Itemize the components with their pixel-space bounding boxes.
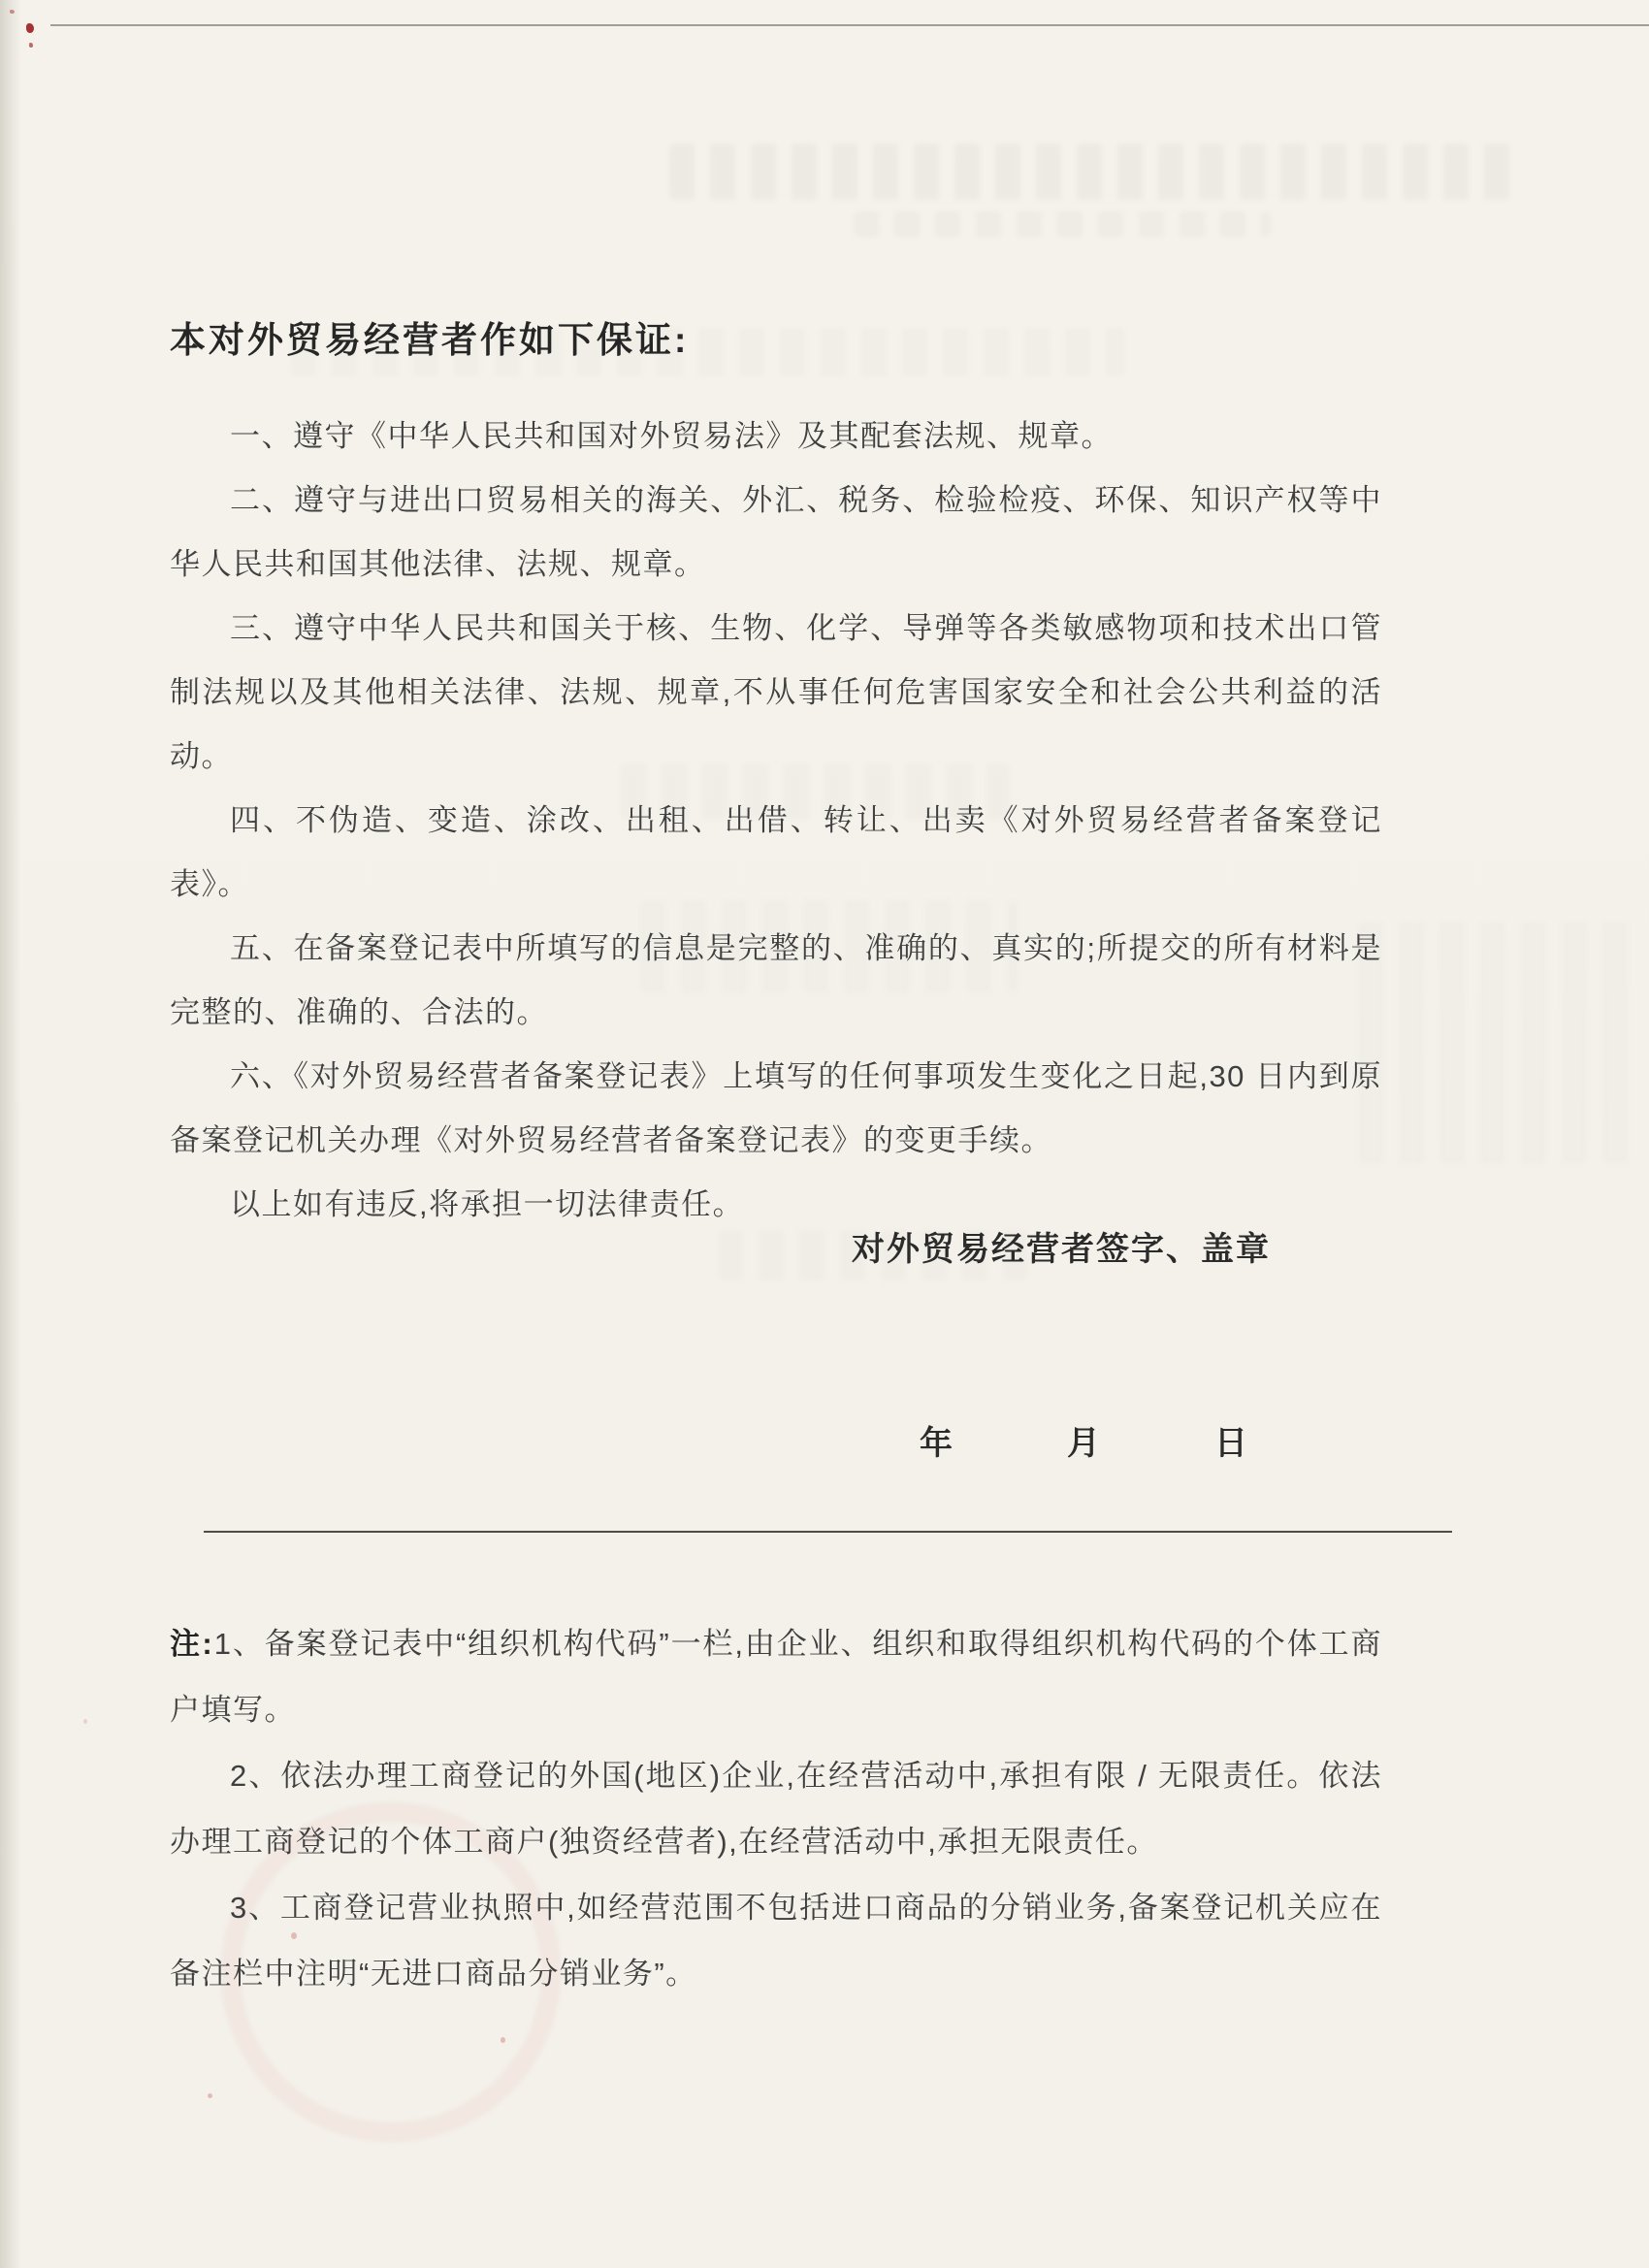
red-ink-speck [10, 10, 15, 14]
bleed-through-artifact [1358, 922, 1639, 1164]
month-label: 月 [1067, 1425, 1100, 1462]
year-label: 年 [920, 1425, 953, 1462]
pledge-item-2: 二、遵守与进出口贸易相关的海关、外汇、税务、检验检疫、环保、知识产权等中华人民共和国其他法律、法规、规章。 [170, 483, 1382, 581]
note-item-2: 2、依法办理工商登记的外国(地区)企业,在经营活动中,承担有限 / 无限责任。依法办理工商登记的个体工商户(独资经营者),在经营活动中,承担无限责任。 [170, 1759, 1382, 1859]
red-ink-speck [26, 23, 34, 33]
note-item-1 [170, 1611, 1382, 1743]
pledge-item-4: 四、不伪造、变造、涂改、出租、出借、转让、出卖《对外贸易经营者备案登记表》。 [170, 803, 1382, 901]
pledge-item-6: 六、《对外贸易经营者备案登记表》上填写的任何事项发生变化之日起,30 日内到原备案登记机关办理《对外贸易经营者备案登记表》的变更手续。 [170, 1059, 1382, 1157]
pledge-item-3: 三、遵守中华人民共和国关于核、生物、化学、导弹等各类敏感物项和技术出口管制法规以及其他相关法律、法规、规章,不从事任何危害国家安全和社会公共利益的活动。 [170, 611, 1382, 773]
pledge-item-5: 五、在备案登记表中所填写的信息是完整的、准确的、真实的;所提交的所有材料是完整的、准确的、合法的。 [170, 931, 1382, 1029]
date-line [920, 1416, 1247, 1464]
note-item-1-text: 1、备案登记表中“组织机构代码”一栏,由企业、组织和取得组织机构代码的个体工商户填写。 [170, 1627, 1382, 1727]
day-label: 日 [1214, 1425, 1247, 1462]
red-ink-speck [208, 2093, 212, 2098]
page-edge-line [50, 24, 1649, 26]
notes-section [170, 1611, 1382, 2007]
red-ink-speck [83, 1719, 87, 1724]
document-title: 本对外贸易经营者作如下保证: [170, 320, 690, 360]
section-divider [204, 1531, 1452, 1533]
note-item-3: 3、工商登记营业执照中,如经营范围不包括进口商品的分销业务,备案登记机关应在备注栏中注明“无进口商品分销业务”。 [170, 1891, 1382, 1991]
red-ink-speck [501, 2037, 505, 2043]
pledge-list [170, 405, 1382, 1237]
bleed-through-artifact [854, 211, 1271, 237]
notes-label: 注: [170, 1627, 214, 1661]
closing-statement: 以上如有违反,将承担一切法律责任。 [230, 1187, 745, 1221]
pledge-item-1: 一、遵守《中华人民共和国对外贸易法》及其配套法规、规章。 [230, 419, 1113, 453]
scan-edge-shadow [0, 0, 21, 2268]
bleed-through-artifact [669, 144, 1523, 200]
signature-label: 对外贸易经营者签字、盖章 [852, 1231, 1271, 1268]
red-ink-speck [29, 43, 33, 48]
